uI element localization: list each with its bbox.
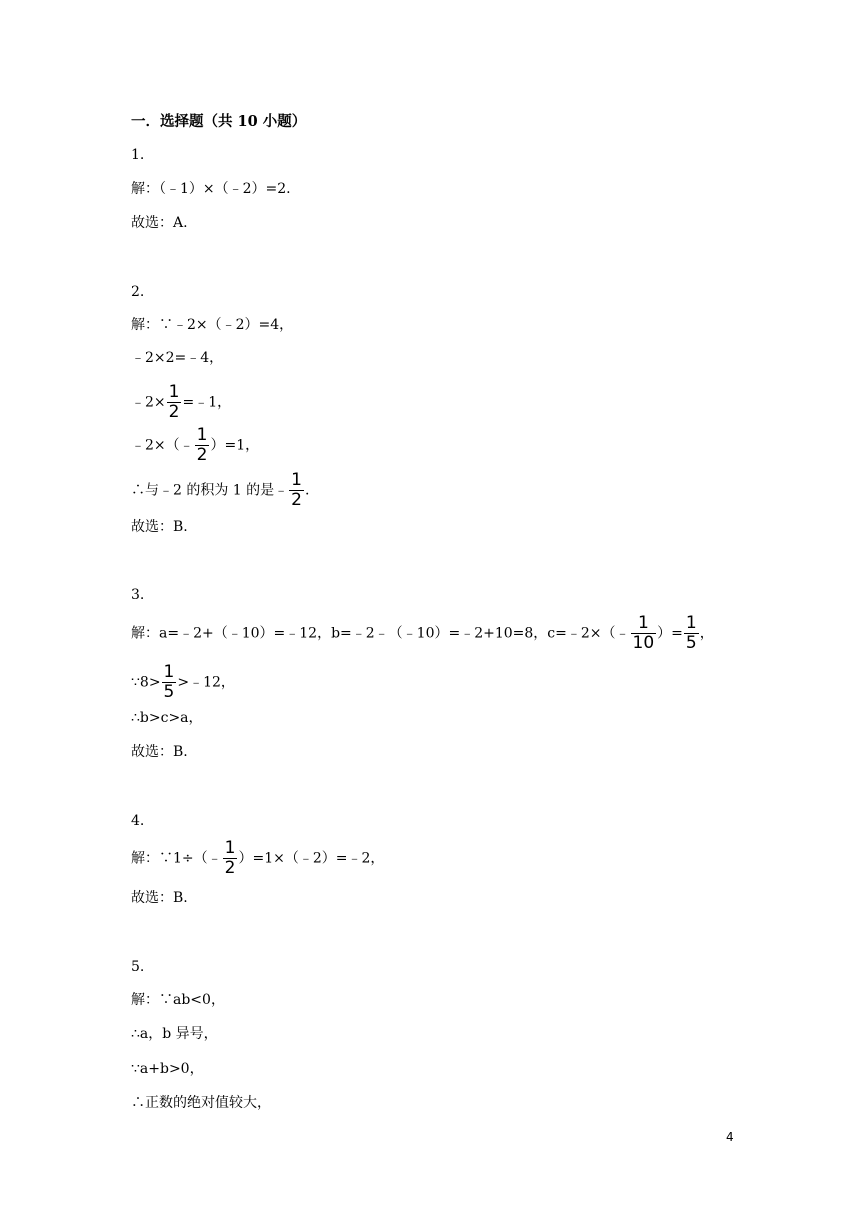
fraction-one-half (167, 384, 182, 421)
fraction-numerator: 1 (196, 425, 208, 445)
q2-line-5-a: ∴与﹣2 的积为 1 的是﹣ (131, 482, 289, 499)
q3-line-1 (131, 615, 714, 652)
fraction-denominator: 2 (168, 402, 180, 422)
q2-line-3-b: =﹣1， (182, 394, 232, 411)
fraction-numerator: 1 (168, 382, 180, 402)
q4-number: 4. (131, 813, 145, 829)
q3-line-1-a: 解：a=﹣2+（﹣10）=﹣12，b=﹣2﹣（﹣10）=﹣2+10=8，c=﹣2×（﹣ (131, 625, 630, 642)
q1-line-2: 故选：A. (131, 215, 188, 231)
q2-line-6: 故选：B. (131, 519, 188, 535)
q2-line-3 (131, 384, 231, 421)
fraction-denominator: 10 (632, 633, 655, 653)
fraction-one-half (289, 472, 304, 509)
q1-line-1: 解：（﹣1）×（﹣2）=2. (131, 181, 291, 197)
q2-line-4 (131, 427, 259, 464)
q3-line-3: ∴b>c>a， (131, 710, 203, 726)
fraction-numerator: 1 (685, 613, 697, 633)
fraction-denominator: 2 (196, 445, 208, 465)
q5-number: 5. (131, 959, 145, 975)
fraction-denominator: 5 (685, 633, 697, 653)
q3-line-1-b: ）= (657, 625, 683, 642)
section-title: 一．选择题（共 10 小题） (131, 113, 307, 130)
q2-line-5 (131, 472, 309, 509)
fraction-one-tenth (631, 615, 657, 652)
q3-line-2-b: >﹣12， (177, 674, 235, 691)
q2-line-4-a: ﹣2×（﹣ (131, 437, 194, 454)
q3-line-4: 故选：B. (131, 744, 188, 760)
q2-line-3-a: ﹣2× (131, 394, 166, 411)
fraction-one-half (223, 840, 238, 877)
q4-line-1 (131, 840, 384, 877)
q1-number: 1. (131, 147, 145, 163)
q2-line-1: 解：∵﹣2×（﹣2）=4， (131, 317, 294, 333)
q5-line-4: ∴正数的绝对值较大， (131, 1095, 271, 1111)
q2-number: 2. (131, 284, 145, 300)
q4-line-2: 故选：B. (131, 890, 188, 906)
q2-line-4-b: ）=1， (210, 437, 260, 454)
page-number: 4 (726, 1130, 734, 1144)
q5-line-3: ∵a+b>0， (131, 1061, 204, 1077)
fraction-numerator: 1 (637, 613, 649, 633)
fraction-denominator: 2 (291, 490, 302, 510)
q3-line-2 (131, 664, 235, 701)
fraction-denominator: 2 (224, 858, 236, 878)
q3-line-1-c: ， (699, 625, 714, 642)
fraction-one-fifth (684, 615, 699, 652)
q5-line-2: ∴a，b 异号， (131, 1026, 218, 1042)
q4-line-1-a: 解：∵1÷（﹣ (131, 850, 222, 867)
fraction-one-half (195, 427, 210, 464)
q5-line-1: 解：∵ab<0， (131, 992, 225, 1008)
fraction-one-fifth (162, 664, 177, 701)
fraction-numerator: 1 (291, 470, 302, 490)
q4-line-1-b: ）=1×（﹣2）=﹣2， (238, 850, 385, 867)
fraction-numerator: 1 (224, 838, 236, 858)
fraction-numerator: 1 (163, 662, 175, 682)
q2-line-2: ﹣2×2=﹣4， (131, 350, 224, 366)
q3-line-2-a: ∵8> (131, 674, 161, 691)
q2-line-5-b: . (305, 482, 310, 499)
q3-number: 3. (131, 587, 145, 603)
fraction-denominator: 5 (163, 682, 175, 702)
